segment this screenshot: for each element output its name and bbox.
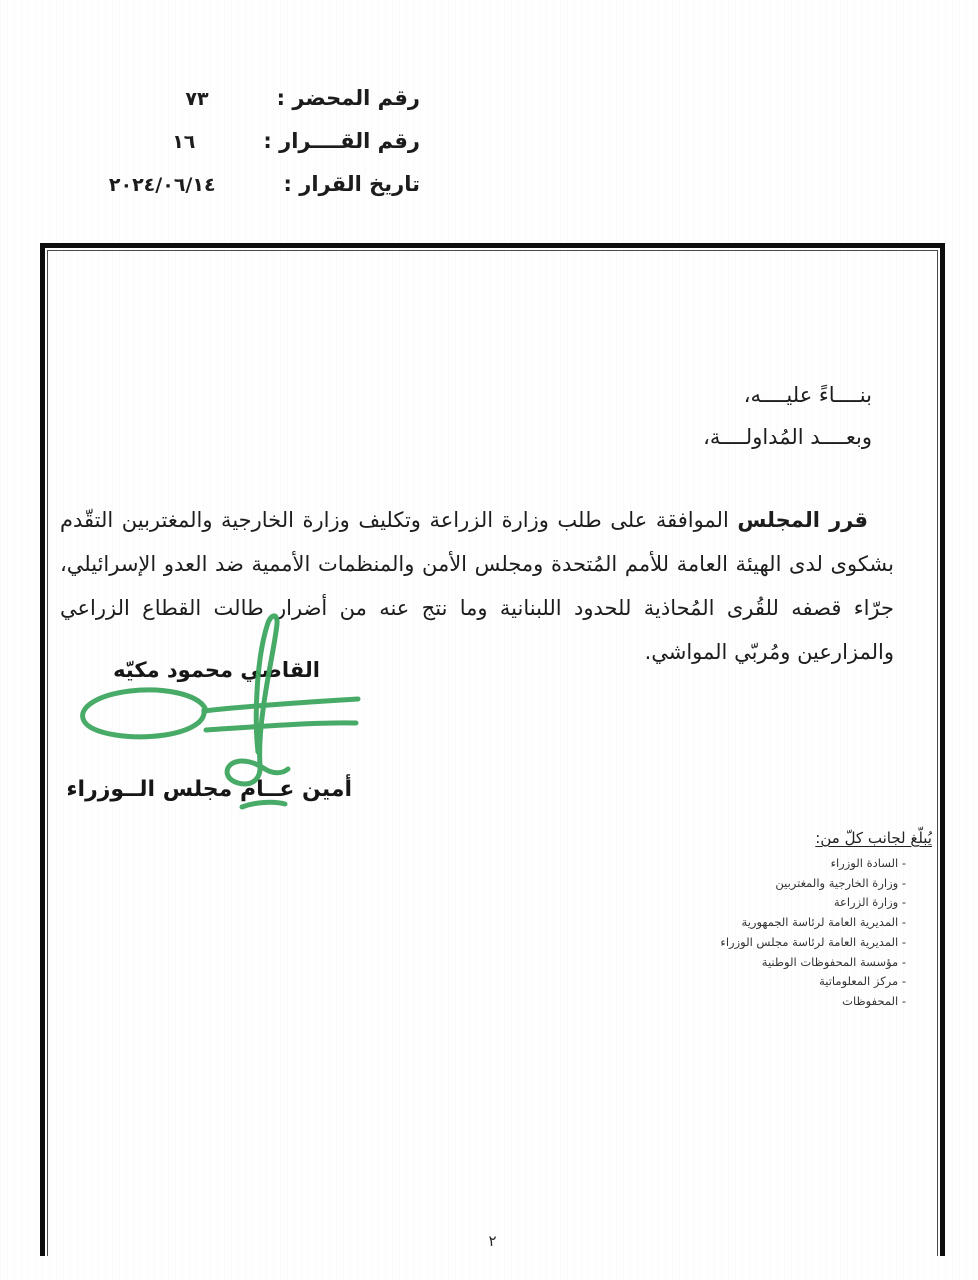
decree-frame (40, 243, 945, 1256)
decision-lead: قرر المجلس (737, 508, 868, 532)
opening-line-1: بنــــاءً عليــــه، (743, 383, 872, 407)
distribution-item: - وزارة الخارجية والمغتربين (720, 874, 906, 894)
distribution-item: - وزارة الزراعة (720, 893, 906, 913)
opening-line-2: وبعــــد المُداولــــة، (703, 425, 872, 449)
signatory-name: القاضي محمود مكيّه (113, 658, 320, 682)
decision-number-value: ١٦ (172, 131, 196, 153)
header-meta (45, 86, 420, 215)
decision-number-row (45, 129, 420, 172)
decision-text: الموافقة على طلب وزارة الزراعة وتكليف وزارة الخارجية والمغتربين التقّدم بشكوى لدى الهيئة العامة للأمم المُتحدة ومجلس الأمن والمنظمات الأممية ضد العدو الإسرائيلي، جرّاء قصفه للقُرى المُحاذية للحدود اللبنانية وما نتج عنه من أضرار طالت القطاع الزراعي والمزارعين ومُربّي المواشي. (60, 508, 894, 664)
decision-date-value: ٢٠٢٤/٠٦/١٤ (108, 174, 216, 196)
signatory-title: أمين عــام مجلس الــوزراء (66, 777, 352, 802)
distribution-item: - المديرية العامة لرئاسة الجمهورية (720, 913, 906, 933)
record-number-label: رقم المحضر : (276, 86, 420, 110)
distribution-list (720, 854, 932, 1012)
distribution-block (720, 829, 932, 1012)
distribution-item: - مركز المعلوماتية (720, 972, 906, 992)
decision-number-label: رقم القــــرار : (263, 129, 420, 153)
page-number: ٢ (488, 1232, 497, 1250)
distribution-item: - مؤسسة المحفوظات الوطنية (720, 953, 906, 973)
opening-phrases (703, 374, 872, 458)
distribution-item: - المديرية العامة لرئاسة مجلس الوزراء (720, 933, 906, 953)
decision-date-label: تاريخ القرار : (283, 172, 420, 196)
record-number-row (45, 86, 420, 129)
decision-date-row (45, 172, 420, 215)
decision-paragraph (60, 498, 894, 674)
distribution-heading: يُبلّغ لجانب كلّ من: (815, 829, 932, 847)
record-number-value: ٧٣ (185, 88, 209, 110)
distribution-item: - السادة الوزراء (720, 854, 906, 874)
distribution-item: - المحفوظات (720, 992, 906, 1012)
